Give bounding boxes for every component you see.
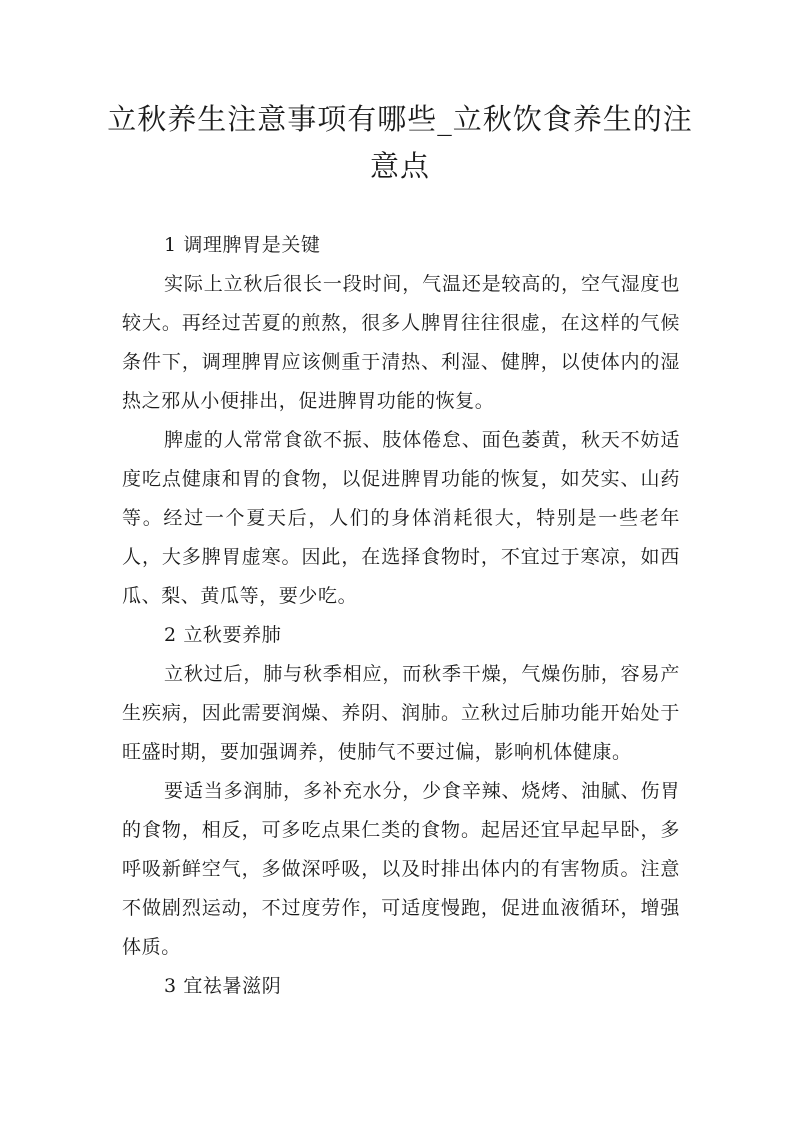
document-title: 立秋养生注意事项有哪些_立秋饮食养生的注意点 — [107, 102, 693, 183]
section-heading-1: 1 调理脾胃是关键 — [164, 234, 321, 256]
paragraph-1: 实际上立秋后很长一段时间，气温还是较高的，空气湿度也较大。再经过苦夏的煎熬，很多人脾胃往往很虚，在这样的气候条件下，调理脾胃应该侧重于清热、利湿、健脾，以使体内的湿热之邪从小便排出，促进脾胃功能的恢复。 — [122, 273, 680, 412]
document-body — [122, 226, 680, 1006]
paragraph-3: 立秋过后，肺与秋季相应，而秋季干燥，气燥伤肺，容易产生疾病，因此需要润燥、养阴、润肺。立秋过后肺功能开始处于旺盛时期，要加强调养，使肺气不要过偏，影响机体健康。 — [122, 663, 680, 763]
section-heading-3: 3 宜祛暑滋阴 — [164, 975, 282, 997]
paragraph-4: 要适当多润肺，多补充水分，少食辛辣、烧烤、油腻、伤胃的食物，相反，可多吃点果仁类的食物。起居还宜早起早卧，多呼吸新鲜空气，多做深呼吸，以及时排出体内的有害物质。注意不做剧烈运动，不过度劳作，可适度慢跑，促进血液循环，增强体质。 — [122, 780, 680, 958]
paragraph-2: 脾虚的人常常食欲不振、肢体倦怠、面色萎黄，秋天不妨适度吃点健康和胃的食物，以促进脾胃功能的恢复，如芡实、山药等。经过一个夏天后，人们的身体消耗很大，特别是一些老年人，大多脾胃虚寒。因此，在选择食物时，不宜过于寒凉，如西瓜、梨、黄瓜等，要少吃。 — [122, 429, 680, 607]
section-heading-2: 2 立秋要养肺 — [164, 624, 282, 646]
